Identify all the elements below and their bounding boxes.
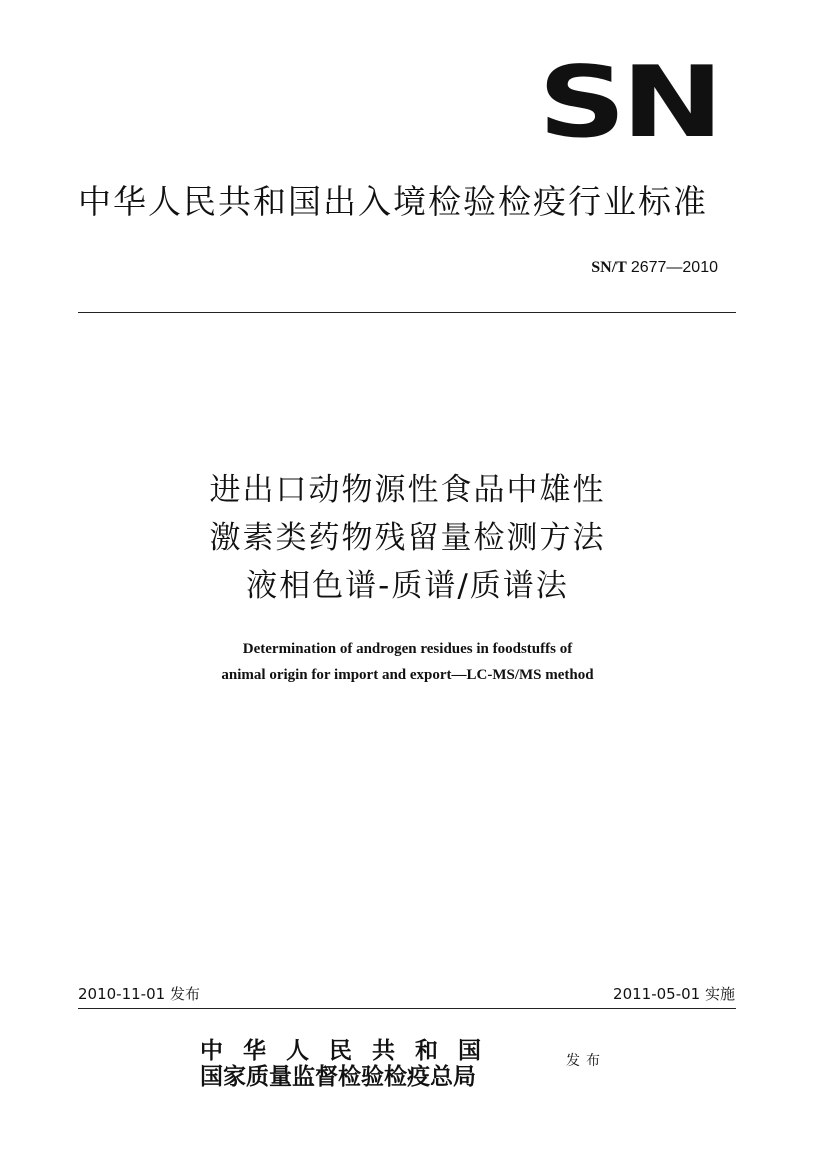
implementation-date: 2011-05-01 实施 bbox=[613, 985, 735, 1003]
issue-date: 2010-11-01 发布 bbox=[78, 985, 200, 1003]
english-title-line: animal origin for import and export—LC-MS/MS method bbox=[221, 667, 594, 683]
standard-code bbox=[591, 258, 718, 278]
bottom-divider bbox=[78, 1008, 736, 1009]
issuing-authority bbox=[200, 1038, 501, 1090]
standard-category-title: 中华人民共和国出入境检验检疫行业标准 bbox=[78, 182, 708, 221]
standard-code-prefix: SN/T bbox=[591, 259, 627, 276]
issuer-line-1: 中华人民共和国 bbox=[200, 1037, 501, 1064]
english-title-line: Determination of androgen residues in foodstuffs of bbox=[242, 641, 573, 657]
standard-code-number: 2677—2010 bbox=[630, 259, 718, 276]
issuer-line-2: 国家质量监督检验检疫总局 bbox=[200, 1063, 476, 1090]
chinese-title-line: 激素类药物残留量检测方法 bbox=[209, 520, 606, 556]
top-divider bbox=[78, 312, 736, 313]
english-title bbox=[0, 636, 815, 688]
chinese-title bbox=[0, 466, 815, 610]
issue-label: 发布 bbox=[566, 1053, 606, 1069]
sn-logo: SN bbox=[538, 46, 719, 160]
chinese-title-line: 进出口动物源性食品中雄性 bbox=[209, 472, 606, 508]
chinese-title-line: 液相色谱-质谱/质谱法 bbox=[246, 568, 569, 604]
